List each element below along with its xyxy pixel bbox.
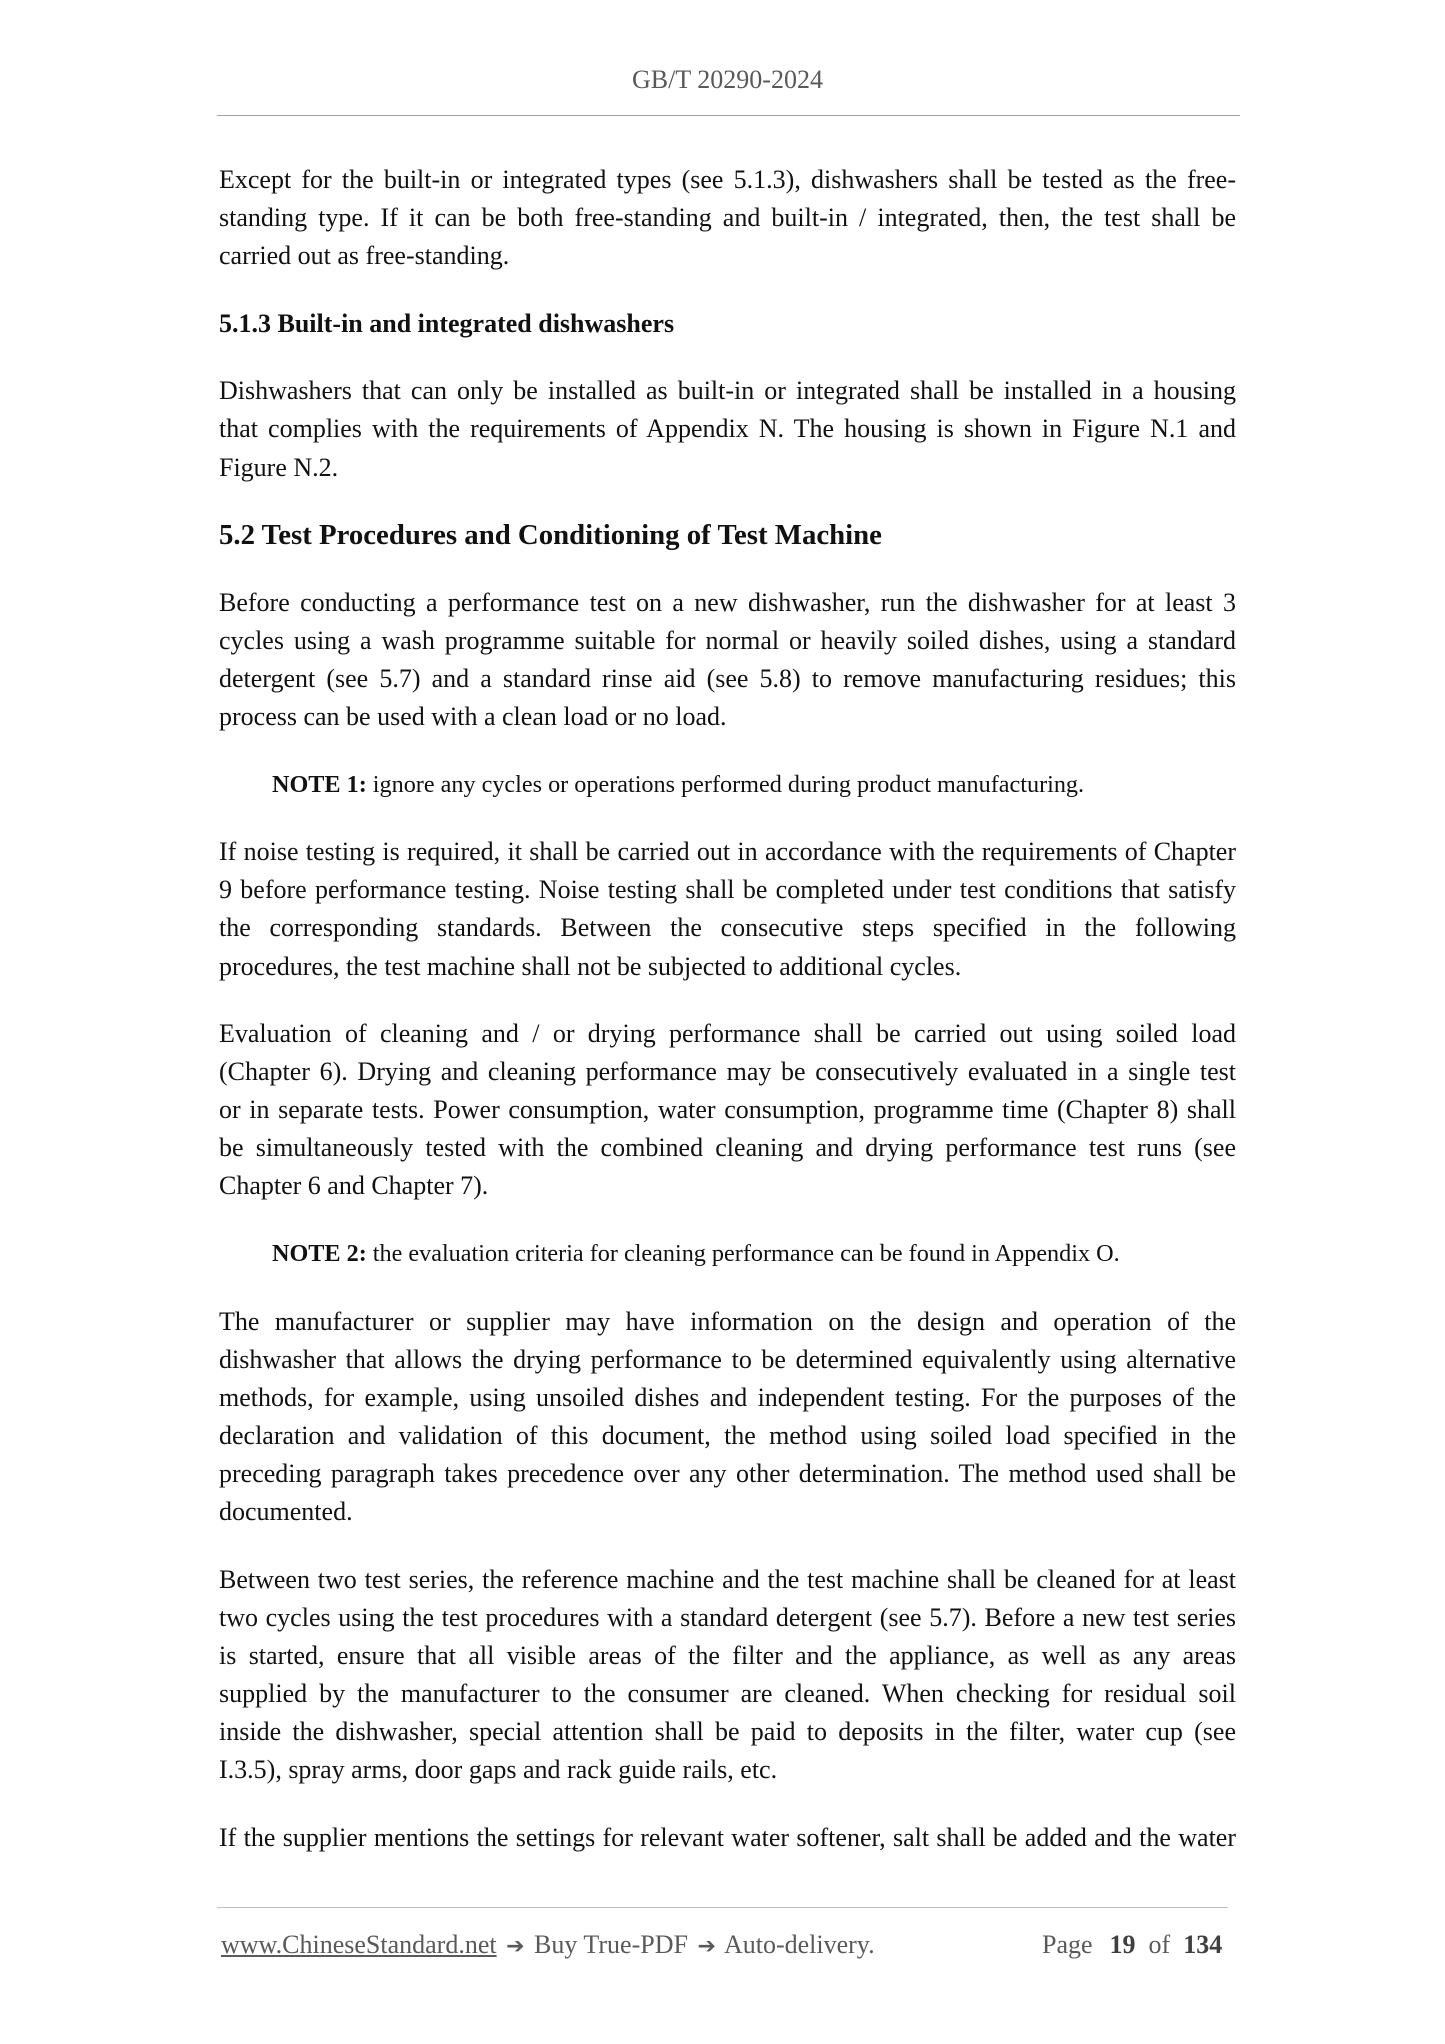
- text-line: supplied by the manufacturer to the consumer are cleaned. When checking for residual soil: [219, 1679, 1236, 1708]
- paragraph-built-in-housing: [219, 372, 1236, 486]
- footer: [221, 1926, 875, 1964]
- header-divider: [217, 115, 1240, 116]
- current-page-number: 19: [1109, 1930, 1136, 1959]
- paragraph-water-softener: [219, 1819, 1236, 1857]
- text-line: that complies with the requirements of Appendix N. The housing is shown in Figure N.1 and: [219, 414, 1236, 444]
- page-of-label: of: [1148, 1930, 1171, 1959]
- text-line: carried out as free-standing.: [219, 241, 510, 271]
- text-line: documented.: [219, 1497, 353, 1527]
- text-line: Figure N.2.: [219, 452, 339, 482]
- paragraph-test-type: [219, 161, 1236, 275]
- section-heading-5-2: 5.2 Test Procedures and Conditioning of Test Machine: [219, 519, 882, 552]
- text-line: dishwasher that allows the drying performance to be determined equivalently using alternative: [219, 1344, 1236, 1374]
- text-line: be simultaneously tested with the combined cleaning and drying performance test runs (see: [219, 1133, 1236, 1163]
- text-line: preceding paragraph takes precedence over any other determination. The method used shall be: [219, 1459, 1236, 1489]
- arrow-right-icon: ➔: [697, 1934, 716, 1959]
- arrow-right-icon: ➔: [506, 1934, 525, 1959]
- total-pages: 134: [1183, 1930, 1223, 1959]
- buy-text: Buy True-PDF: [534, 1930, 688, 1959]
- text-line: The manufacturer or supplier may have information on the design and operation of the: [219, 1306, 1236, 1336]
- text-line: detergent (see 5.7) and a standard rinse aid (see 5.8) to remove manufacturing residues; this: [219, 663, 1236, 693]
- note-text: the evaluation criteria for cleaning performance can be found in Appendix O.: [372, 1240, 1120, 1268]
- note-label: NOTE 1:: [272, 770, 367, 798]
- text-line: two cycles using the test procedures with a standard detergent (see 5.7). Before a new test series: [219, 1602, 1236, 1632]
- document-body: [219, 161, 1236, 1886]
- text-line: inside the dishwasher, special attention shall be paid to deposits in the filter, water cup (see: [219, 1717, 1236, 1747]
- text-line: Chapter 6 and Chapter 7).: [219, 1171, 489, 1201]
- section-heading-5-1-3: 5.1.3 Built-in and integrated dishwashers: [219, 308, 675, 338]
- text-line: is started, ensure that all visible areas of the filter and the appliance, as well as any areas: [219, 1640, 1236, 1670]
- paragraph-preconditioning: [219, 584, 1236, 736]
- document-header: [219, 61, 1236, 99]
- standard-number: GB/T 20290-2024: [632, 65, 823, 94]
- text-line: declaration and validation of this document, the method using soiled load specified in the: [219, 1420, 1236, 1450]
- text-line: process can be used with a clean load or no load.: [219, 702, 727, 732]
- note-text: ignore any cycles or operations performed during product manufacturing.: [372, 770, 1085, 798]
- text-line: Between two test series, the reference machine and the test machine shall be cleaned for at least: [219, 1564, 1236, 1594]
- footer-divider: [217, 1907, 1228, 1908]
- page-label: Page: [1042, 1930, 1093, 1959]
- text-line: If the supplier mentions the settings for relevant water softener, salt shall be added and the water: [219, 1822, 1236, 1852]
- text-line: cycles using a wash programme suitable for normal or heavily soiled dishes, using a standard: [219, 625, 1236, 655]
- paragraph-alternative-methods: [219, 1303, 1236, 1532]
- text-line: 9 before performance testing. Noise testing shall be completed under test conditions that satisfy: [219, 875, 1236, 905]
- text-line: If noise testing is required, it shall be carried out in accordance with the requirements of Chapter: [219, 837, 1236, 867]
- text-line: the corresponding standards. Between the consecutive steps specified in the following: [219, 913, 1236, 943]
- page-indicator: [1042, 1926, 1222, 1964]
- note-2: [219, 1235, 1236, 1273]
- note-label: NOTE 2:: [272, 1240, 367, 1268]
- text-line: standing type. If it can be both free-standing and built-in / integrated, then, the test shall be: [219, 203, 1236, 233]
- text-line: procedures, the test machine shall not be subjected to additional cycles.: [219, 951, 962, 981]
- website-link[interactable]: www.ChineseStandard.net: [221, 1930, 497, 1959]
- text-line: or in separate tests. Power consumption, water consumption, programme time (Chapter 8) shall: [219, 1095, 1236, 1125]
- text-line: I.3.5), spray arms, door gaps and rack guide rails, etc.: [219, 1755, 778, 1785]
- paragraph-noise-testing: [219, 833, 1236, 985]
- paragraph-cleaning-between-series: [219, 1561, 1236, 1790]
- text-line: Evaluation of cleaning and / or drying performance shall be carried out using soiled load: [219, 1019, 1236, 1049]
- text-line: methods, for example, using unsoiled dishes and independent testing. For the purposes of the: [219, 1382, 1236, 1412]
- text-line: Except for the built-in or integrated types (see 5.1.3), dishwashers shall be tested as the free-: [219, 165, 1236, 194]
- delivery-text: Auto-delivery.: [723, 1930, 875, 1959]
- text-line: (Chapter 6). Drying and cleaning performance may be consecutively evaluated in a single test: [219, 1057, 1236, 1087]
- note-1: [219, 766, 1236, 804]
- text-line: Before conducting a performance test on a new dishwasher, run the dishwasher for at least 3: [219, 587, 1236, 617]
- text-line: Dishwashers that can only be installed as built-in or integrated shall be installed in a housing: [219, 376, 1236, 406]
- paragraph-performance-evaluation: [219, 1015, 1236, 1205]
